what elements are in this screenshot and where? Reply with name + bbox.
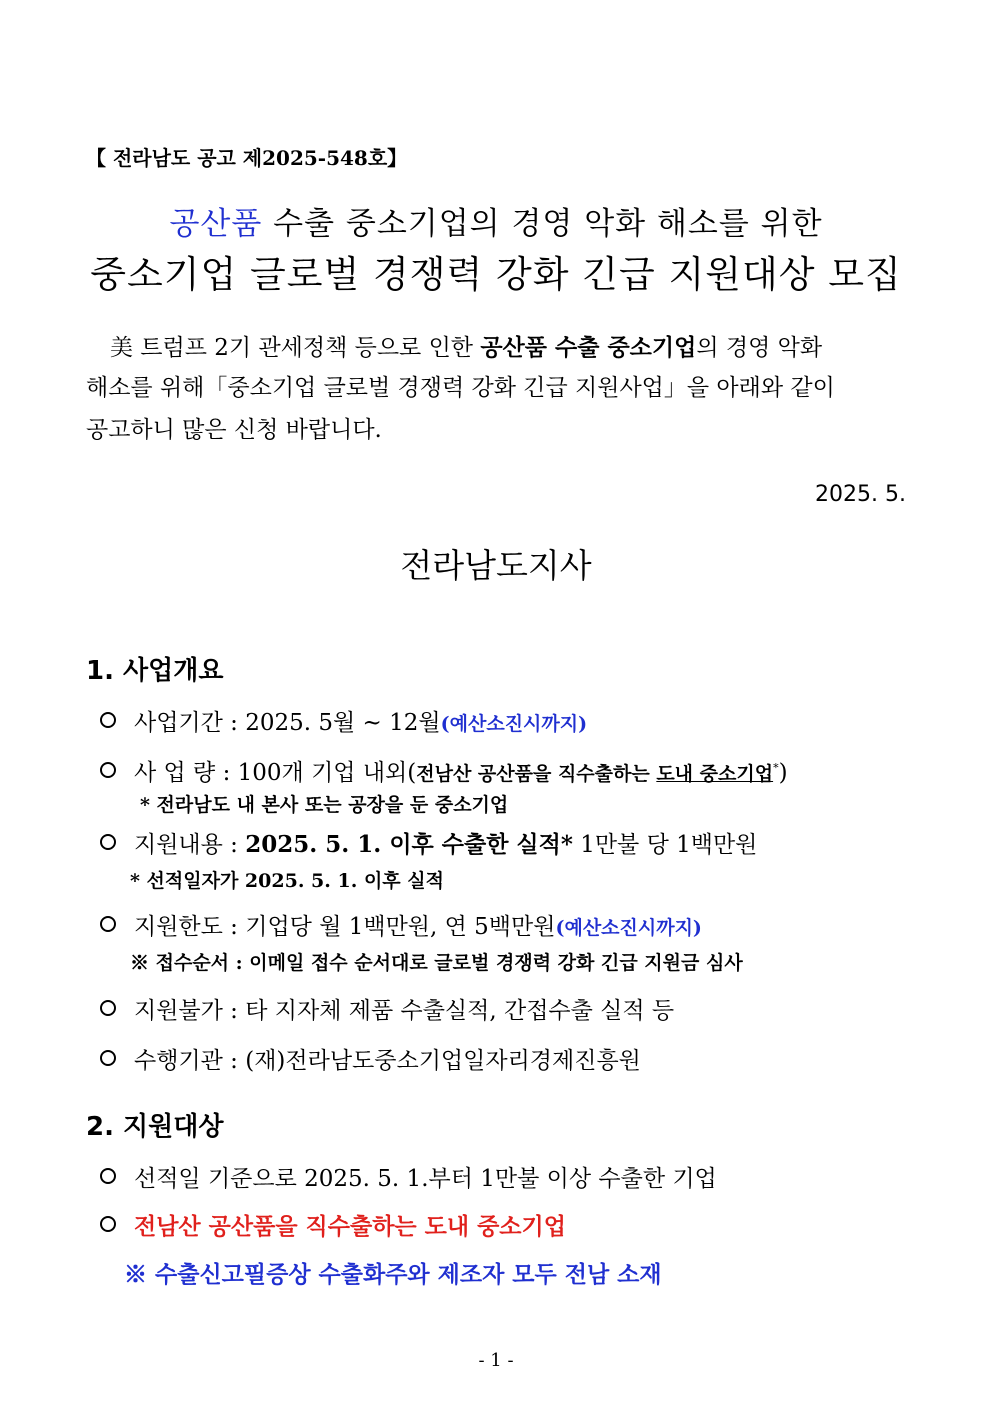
list-item-agency [100,1042,641,1075]
item-text: 사업기간 : 2025. 5월 ~ 12월 [134,710,441,736]
list-item-period [100,704,587,737]
title-line-2: 중소기업 글로벌 경쟁력 강화 긴급 지원대상 모집 [90,253,902,296]
circle-bullet-icon [100,1168,116,1184]
title-line-1-rest: 수출 중소기업의 경영 악화 해소를 위한 [262,206,823,242]
circle-bullet-icon [100,712,116,728]
content-footnote: * 선적일자가 2025. 5. 1. 이후 실적 [130,870,444,892]
order-note: ※ 접수순서 : 이메일 접수 순서대로 글로벌 경쟁력 강화 긴급 지원금 심사 [130,952,743,974]
item-note: (예산소진시까지) [440,713,588,735]
item-bold: 2025. 5. 1. 이후 수출한 실적* [245,831,573,858]
organization-name: 전라남도지사 [400,546,592,585]
item-text: 지원불가 : 타 지자체 제품 수출실적, 간접수출 실적 등 [134,998,675,1024]
list-item-target-2 [100,1208,566,1241]
volume-footnote: * 전라남도 내 본사 또는 공장을 둔 중소기업 [140,794,509,816]
target-note: ※ 수출신고필증상 수출화주와 제조자 모두 전남 소재 [124,1261,662,1288]
list-item-volume [100,754,788,787]
item-text: 지원한도 : 기업당 월 1백만원, 연 5백만원 [134,914,556,940]
list-item-excluded [100,992,674,1025]
footnote-marker: * [773,761,779,775]
section-1-heading: 1. 사업개요 [86,656,224,686]
item-underline: 도내 중소기업 [656,763,774,785]
title-highlight: 공산품 [169,206,263,242]
circle-bullet-icon [100,1216,116,1232]
intro-text: 美 트럼프 2기 관세정책 등으로 인한 [110,335,481,361]
item-text: ) [778,760,788,786]
circle-bullet-icon [100,762,116,778]
item-note: (예산소진시까지) [555,917,702,939]
circle-bullet-icon [100,1050,116,1066]
item-text: 지원내용 : [134,832,246,858]
page-number: - 1 - [478,1350,514,1371]
intro-line-2: 해소를 위해「중소기업 글로벌 경쟁력 강화 긴급 지원사업」을 아래와 같이 [86,375,835,401]
item-text: 전남산 공산품을 직수출하는 도내 중소기업 [134,1213,566,1240]
item-text: 1만불 당 1백만원 [572,832,758,858]
circle-bullet-icon [100,1000,116,1016]
item-text: 수행기관 : (재)전라남도중소기업일자리경제진흥원 [134,1048,641,1074]
list-item-content [100,826,757,859]
section-2-heading: 2. 지원대상 [86,1112,224,1142]
intro-line-1 [110,336,822,360]
item-text: 선적일 기준으로 2025. 5. 1.부터 1만불 이상 수출한 기업 [134,1166,717,1192]
notice-number: 【 전라남도 공고 제2025-548호】 [86,146,408,170]
circle-bullet-icon [100,834,116,850]
intro-bold: 공산품 수출 중소기업 [480,334,697,361]
circle-bullet-icon [100,916,116,932]
list-item-limit [100,908,702,941]
list-item-target-1 [100,1160,717,1193]
item-text: 사 업 량 : 100개 기업 내외( [134,760,417,786]
intro-line-3: 공고하니 많은 신청 바랍니다. [86,417,382,443]
announcement-date: 2025. 5. [815,482,906,507]
title-line-1 [0,198,992,243]
item-bold: 전남산 공산품을 직수출하는 [416,763,657,785]
intro-text: 의 경영 악화 [696,335,823,361]
